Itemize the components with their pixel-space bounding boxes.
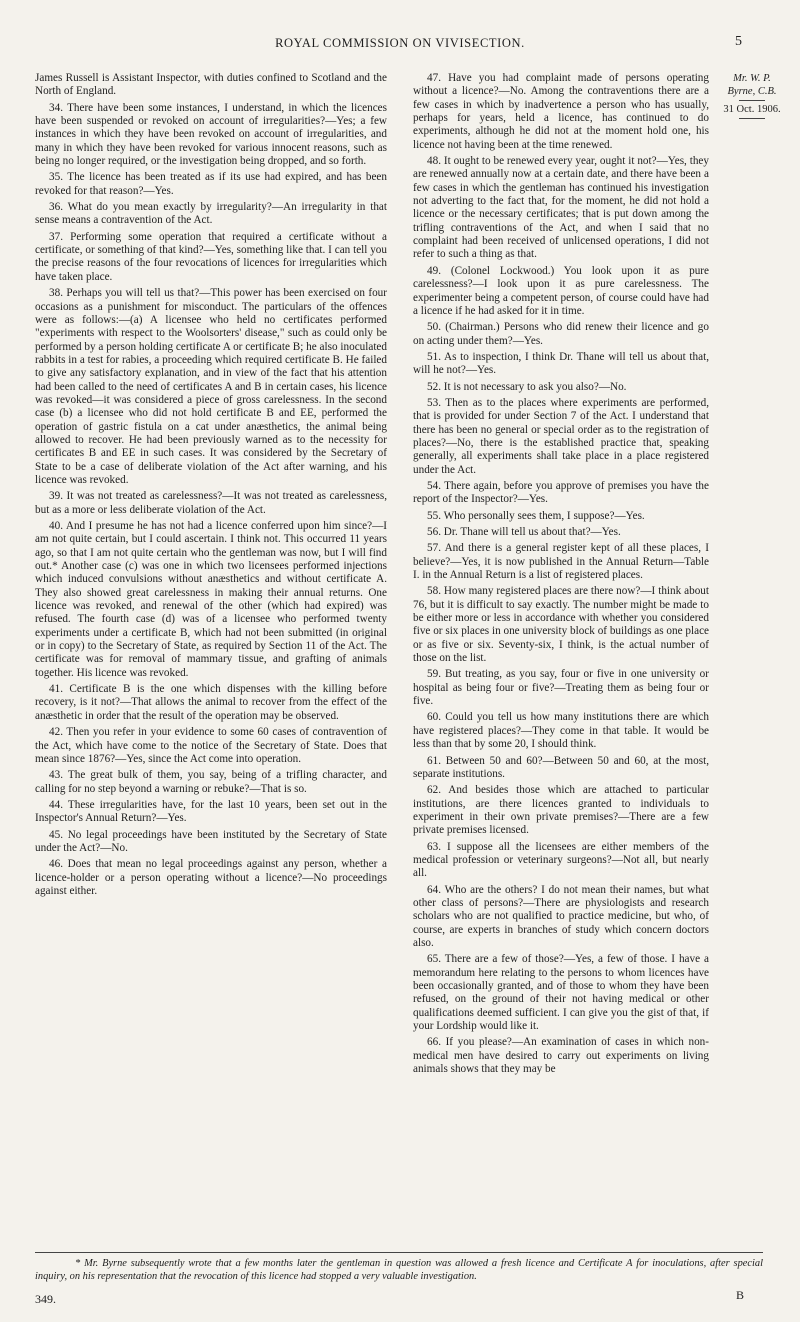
- paragraph: 41. Certificate B is the one which dispenses with the killing before recovery, is it not?—That allows the animal to recover from the effect of the anæsthetic in order that the result of the operation may be observed.: [35, 683, 387, 722]
- footnote: * Mr. Byrne subsequently wrote that a few months later the gentleman in question was allowed a fresh licence and Certificate A for inoculations, after special inquiry, on his representation that the revocation of this licence had stopped a very valuable investigation.: [35, 1258, 763, 1282]
- paragraph: 66. If you please?—An examination of cases in which non-medical men have desired to carry out experiments on living animals shows that they may be: [413, 1036, 709, 1076]
- witness-title: Byrne, C.B.: [727, 86, 777, 97]
- paragraph: 54. There again, before you approve of premises you have the report of the Inspector?—Yes.: [413, 479, 709, 506]
- paragraph: 62. And besides those which are attached to particular institutions, are there licences granted to individuals to experiment in their own private premises?—There are a few private premises licensed.: [413, 784, 709, 837]
- paragraph: 49. (Colonel Lockwood.) You look upon it as pure carelessness?—I look upon it as pure carelessness. The experimenter being a competent person, of course could have had a licence if he had asked for it in time.: [413, 264, 709, 317]
- page-number: 5: [735, 34, 742, 49]
- paragraph: 61. Between 50 and 60?—Between 50 and 60, at the most, separate institutions.: [413, 754, 709, 780]
- paragraph: 59. But treating, as you say, four or five in one university or hospital as being four or five?—Treating them as being four or five.: [413, 668, 709, 708]
- paragraph: 34. There have been some instances, I understand, in which the licences have been suspended or revoked on account of irregularities?—Yes; a few instances in which they have been revoked on account of irregularities, and many in which they have been revoked for various innocent reasons, such as being no longer required, or the investigation being dropped, and so forth.: [35, 101, 387, 168]
- paragraph: 58. How many registered places are there now?—I think about 76, but it is difficult to say exactly. The number might be made to be either more or less in accordance with whether you considered five or six places in one university block of buildings as one place or as five or six. Seventy-six, I think, is the actual number of those on the list.: [413, 585, 709, 665]
- paragraph: 51. As to inspection, I think Dr. Thane will tell us about that, will he not?—Yes.: [413, 350, 709, 377]
- paragraph: 36. What do you mean exactly by irregularity?—An irregularity in that sense means a contravention of the Act.: [35, 201, 387, 227]
- paragraph: 44. These irregularities have, for the last 10 years, been set out in the Inspector's Annual Return?—Yes.: [35, 798, 387, 825]
- paragraph: 39. It was not treated as carelessness?—It was not treated as carelessness, but as a more or less deliberate violation of the Act.: [35, 490, 387, 516]
- paragraph: 45. No legal proceedings have been instituted by the Secretary of State under the Act?—No.: [35, 828, 387, 854]
- paragraph: 64. Who are the others? I do not mean their names, but what other class of persons?—There are physiologists and research scholars who are not qualified to practice medicine, but who, of course, are experts in branches of study which concern doctors also.: [413, 883, 709, 949]
- paragraph: 38. Perhaps you will tell us that?—This power has been exercised on four occasions as a punishment for misconduct. The particulars of the offences were as follows:—(a) A licensee who held no certificates performed "experiments with respect to the Woolsorters' disease," such as could only be performed by a person holding certificate A or certificate B; he also inoculated rabbits in a test for rabies, a proceeding which required certificate B. He failed to give any satisfactory explanation, and in view of the fact that his attention had been called to the need of certificates A and B in certain cases, his licence was revoked—it was considered a piece of gross carelessness. In the second case (b) a licensee who did not hold certificate B and EE, performed the operation of gastric fistula on a cat under anæsthetics, the animal being allowed to recover. He had been previously warned as to the necessity for certificates B and EE in such cases. It was considered by the Secretary of State to be a case of deliberate violation of the Act after warning, and his licence was revoked.: [35, 287, 387, 486]
- right-column: [413, 72, 709, 1079]
- paragraph: 42. Then you refer in your evidence to some 60 cases of contravention of the Act, which have come to the notice of the Secretary of State. Does that mean since 1876?—Yes, since the Act come into operation.: [35, 726, 387, 765]
- paragraph: 52. It is not necessary to ask you also?—No.: [427, 380, 627, 393]
- paragraph: 50. (Chairman.) Persons who did renew their licence and go on acting under them?—Yes.: [413, 321, 709, 347]
- paragraph: 55. Who personally sees them, I suppose?—Yes.: [427, 509, 645, 522]
- paragraph: 46. Does that mean no legal proceedings against any person, whether a licence-holder or a person operating without a licence?—No proceedings against either.: [35, 858, 387, 897]
- page-header: [0, 36, 800, 56]
- left-column: [35, 72, 387, 901]
- footnote-rule: [35, 1252, 763, 1253]
- paragraph: 48. It ought to be renewed every year, ought it not?—Yes, they are renewed annually now at a certain date, and there have been a few cases in which the gentleman has continued his investigation not adverting to the fact that, for the moment, he did not hold a licence or the necessary certificates; that is put down among the trifling contraventions of the Act, and when I said that no complaint had been received of unlicensed operations, I did not refer to such a thing as that.: [413, 155, 709, 261]
- paragraph: 57. And there is a general register kept of all these places, I believe?—Yes, it is now published in the Annual Return—Table I. in the Annual Return is a list of registered places.: [413, 542, 709, 582]
- signature-mark: B: [736, 1288, 745, 1302]
- paragraph: 47. Have you had complaint made of persons operating without a licence?—No. Among the contraventions there are a few cases in which by inadvertence a person who has usually, perhaps for years, held a licence, has continued to do experiments, although he did not at the moment hold one, his licence not having been at the time renewed.: [413, 72, 709, 151]
- paragraph: 43. The great bulk of them, you say, being of a trifling character, and calling for no step beyond a warning or rebuke?—That is so.: [35, 769, 387, 795]
- margin-note: [716, 72, 788, 121]
- page-id: 349.: [35, 1292, 56, 1306]
- witness-name: Mr. W. P.: [733, 73, 771, 84]
- paragraph: 37. Performing some operation that required a certificate without a certificate, or something of that kind?—Yes, something like that. I can tell you the precise reasons of the four revocations of licences for irregularities which have taken place.: [35, 230, 387, 283]
- paragraph: James Russell is Assistant Inspector, with duties confined to Scotland and the North of England.: [35, 72, 387, 98]
- paragraph: 40. And I presume he has not had a licence conferred upon him since?—I am not quite certain, but I could ascertain. I think not. This occurred 11 years ago, so that I am not quite certain who the gentleman was now, but I will find out.* Another case (c) was one in which two licensees performed injections which induced convulsions without anæsthetics and without certificate A. They also showed great carelessness in making their annual returns. One licence was revoked, and renewal of the other (which had expired) was refused. The fourth case (d) was of a licensee who performed twenty experiments under a certificate B, which had not been submitted (in original or in copy) to the Secretary of State, as required by Section 11 of the Act. The certificate was for removal of mammary tissue, and grafting of animals together. His licence was revoked.: [35, 520, 387, 679]
- margin-divider: [739, 118, 765, 119]
- paragraph: 56. Dr. Thane will tell us about that?—Yes.: [427, 526, 621, 538]
- paragraph: 63. I suppose all the licensees are either members of the medical profession or veterinary surgeons?—Not all, but nearly all.: [413, 840, 709, 880]
- margin-divider: [739, 100, 765, 101]
- witness-date: 31 Oct. 1906.: [723, 104, 781, 115]
- paragraph: 65. There are a few of those?—Yes, a few of those. I have a memorandum here relating to the persons to whom licences have been occasionally granted, and of those to whom they have been refused, on the ground of their not having medical or other qualifications deemed sufficient. I can give you the gist of that, if your Lordship would like it.: [413, 953, 709, 1033]
- paragraph: 35. The licence has been treated as if its use had expired, and has been revoked for that reason?—Yes.: [35, 171, 387, 197]
- paragraph: 53. Then as to the places where experiments are performed, that is provided for under Section 7 of the Act. I understand that there has been no general or special order as to the registration of places?—No, there is the established practice that, speaking generally, all experiments shall take place in a place registered under the Act.: [413, 396, 709, 476]
- paragraph: 60. Could you tell us how many institutions there are which have registered places?—They come in that table. It would be less than that by some 20, I should think.: [413, 711, 709, 751]
- page-title: ROYAL COMMISSION ON VIVISECTION.: [275, 36, 525, 50]
